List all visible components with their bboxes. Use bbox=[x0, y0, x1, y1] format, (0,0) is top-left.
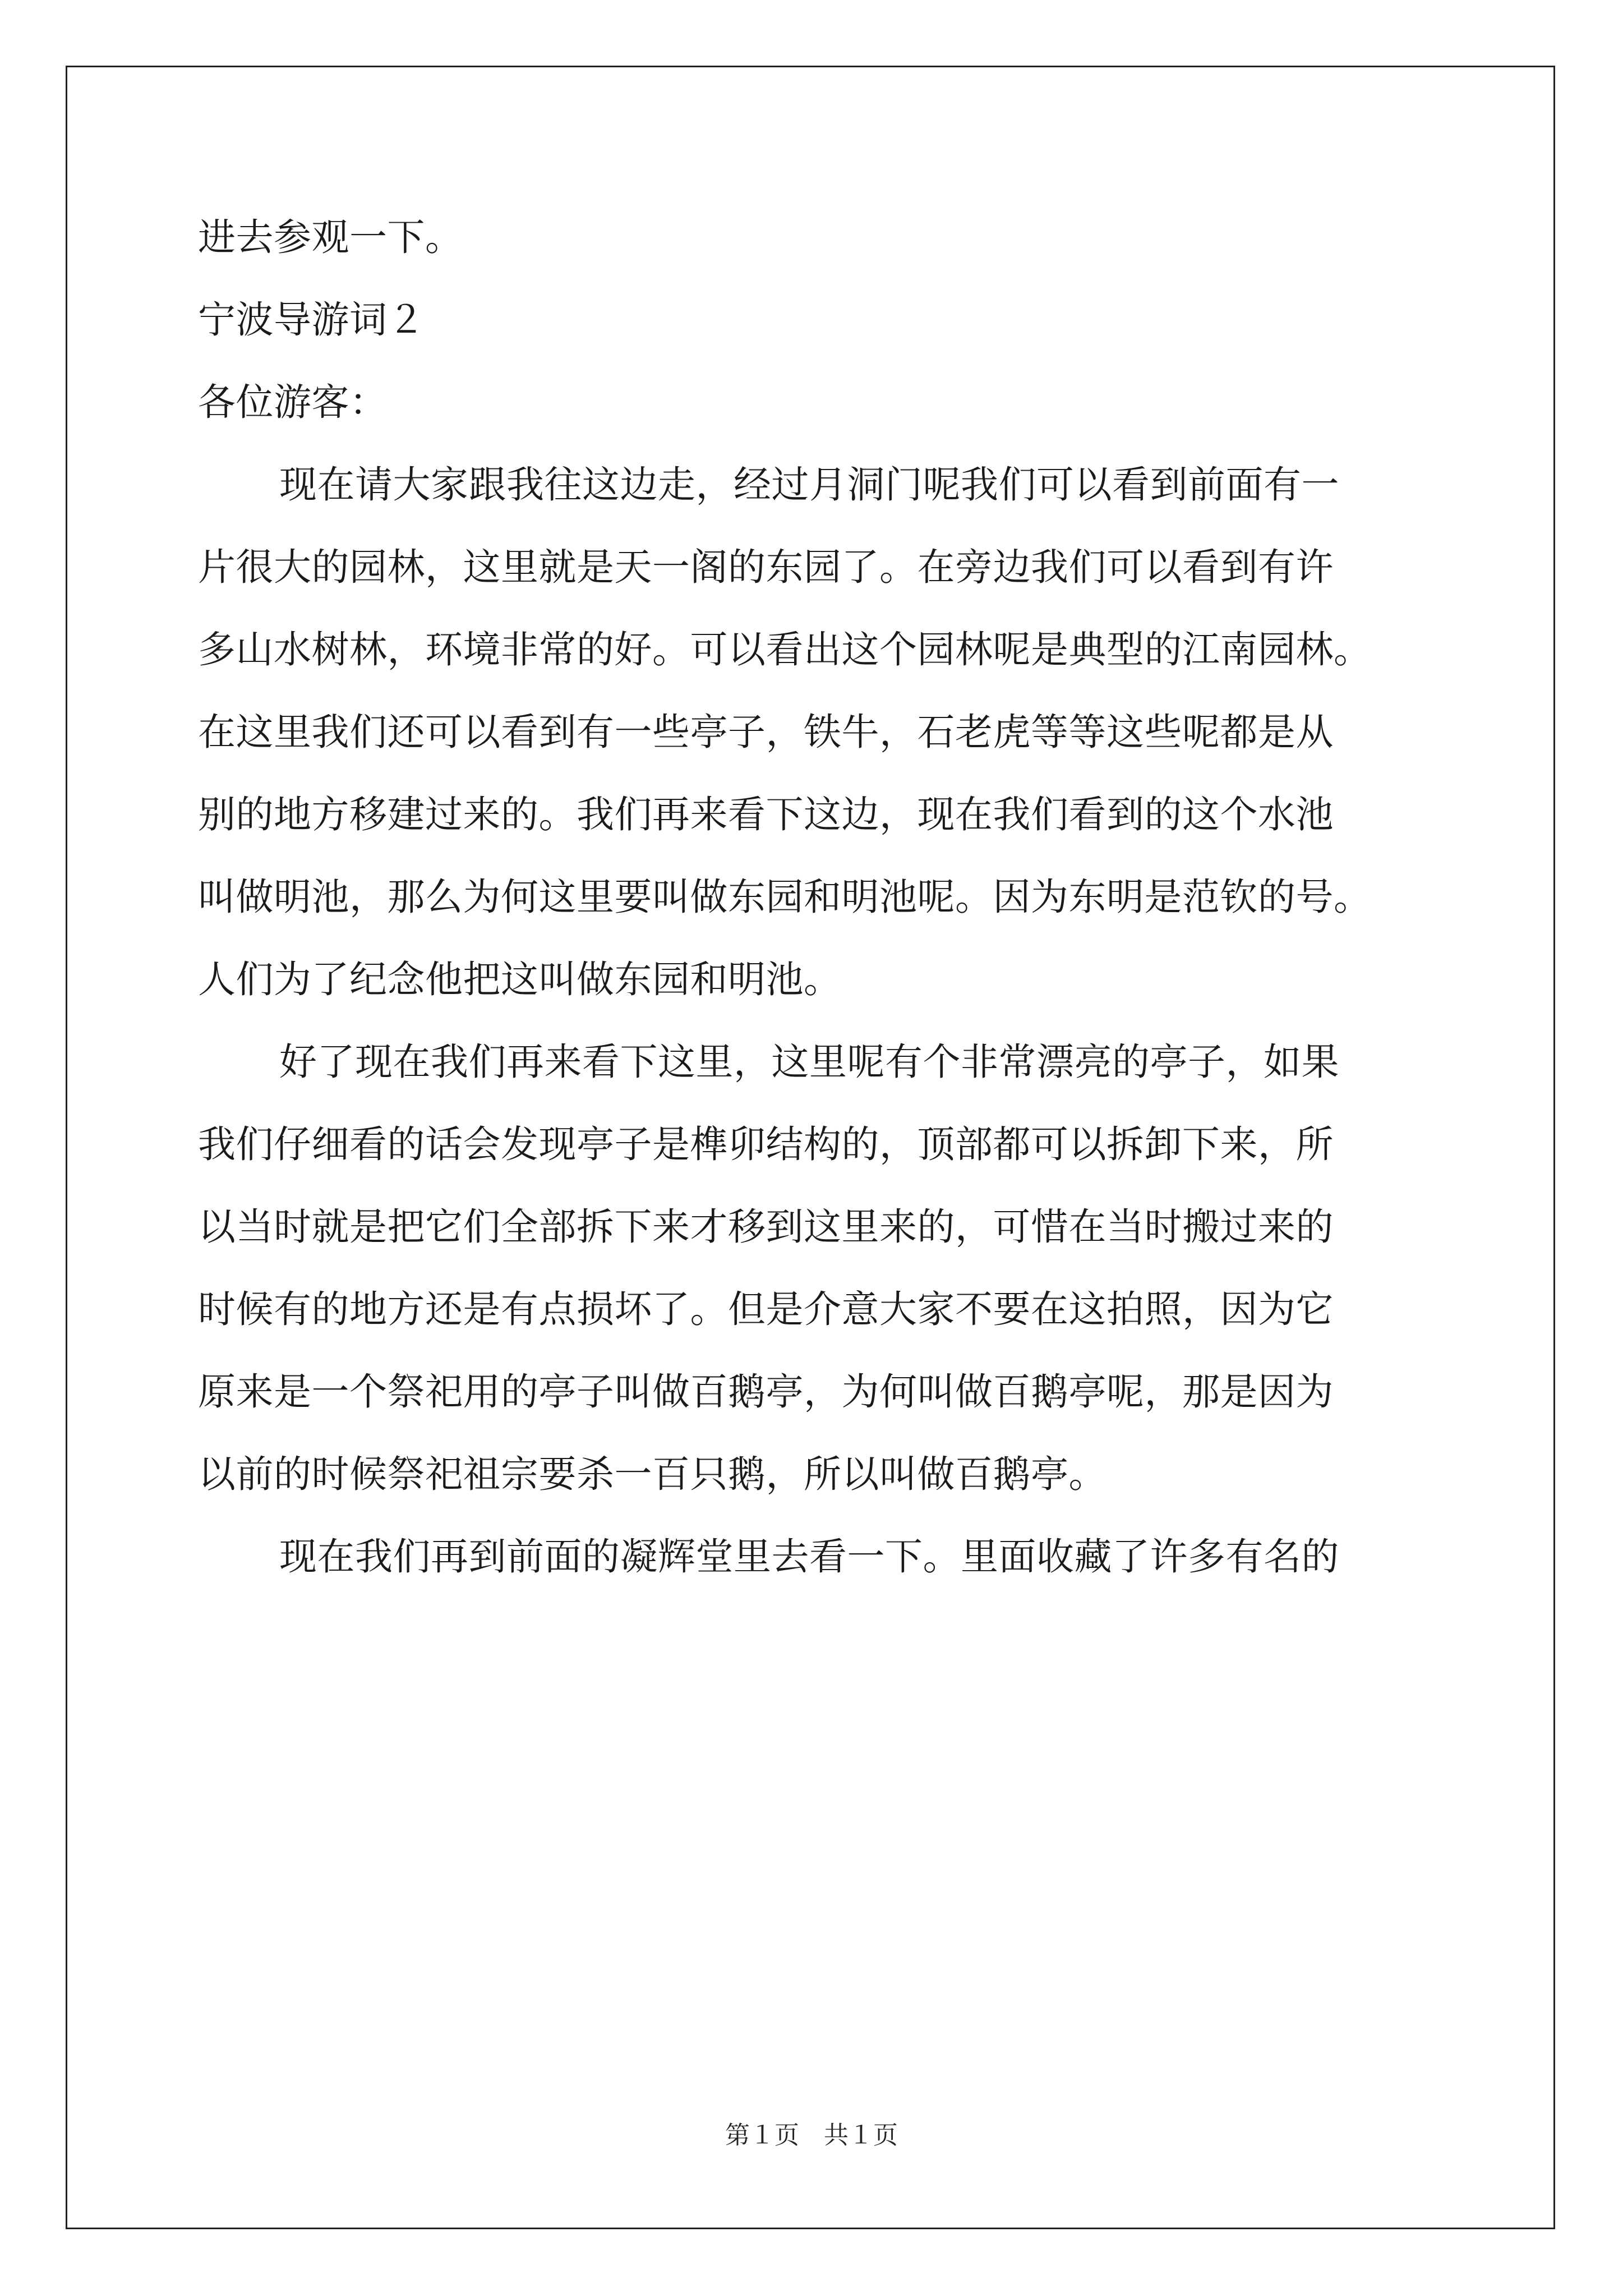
text-line: 进去参观一下。 bbox=[198, 215, 463, 259]
text-line: 多山水树林，环境非常的好。可以看出这个园林呢是典型的江南园林。 bbox=[198, 628, 1372, 671]
document-body bbox=[198, 215, 1432, 1621]
salutation: 各位游客： bbox=[198, 380, 388, 424]
paragraph-first-line: 好了现在我们再来看下这里，这里呢有个非常漂亮的亭子，如果 bbox=[279, 1040, 1339, 1084]
section-heading: 宁波导游词２ bbox=[198, 298, 425, 342]
text-line: 别的地方移建过来的。我们再来看下这边，现在我们看到的这个水池 bbox=[198, 793, 1334, 836]
text-line: 以前的时候祭祀祖宗要杀一百只鹅，所以叫做百鹅亭。 bbox=[198, 1452, 1106, 1496]
text-line: 时候有的地方还是有点损坏了。但是介意大家不要在这拍照，因为它 bbox=[198, 1287, 1334, 1331]
text-line: 叫做明池，那么为何这里要叫做东园和明池呢。因为东明是范钦的号。 bbox=[198, 875, 1372, 919]
text-line: 我们仔细看的话会发现亭子是榫卯结构的，顶部都可以拆卸下来，所 bbox=[198, 1122, 1334, 1166]
paragraph-first-line: 现在我们再到前面的凝辉堂里去看一下。里面收藏了许多有名的 bbox=[279, 1535, 1339, 1579]
text-line: 以当时就是把它们全部拆下来才移到这里来的，可惜在当时搬过来的 bbox=[198, 1205, 1334, 1249]
page-number-footer: 第１页 共１页 bbox=[725, 2121, 898, 2150]
paragraph-first-line: 现在请大家跟我往这边走，经过月洞门呢我们可以看到前面有一 bbox=[279, 463, 1339, 507]
text-line: 人们为了纪念他把这叫做东园和明池。 bbox=[198, 958, 842, 1001]
text-line: 在这里我们还可以看到有一些亭子，铁牛，石老虎等等这些呢都是从 bbox=[198, 710, 1334, 754]
text-line: 片很大的园林，这里就是天一阁的东园了。在旁边我们可以看到有许 bbox=[198, 545, 1334, 589]
text-line: 原来是一个祭祀用的亭子叫做百鹅亭，为何叫做百鹅亭呢，那是因为 bbox=[198, 1370, 1334, 1414]
